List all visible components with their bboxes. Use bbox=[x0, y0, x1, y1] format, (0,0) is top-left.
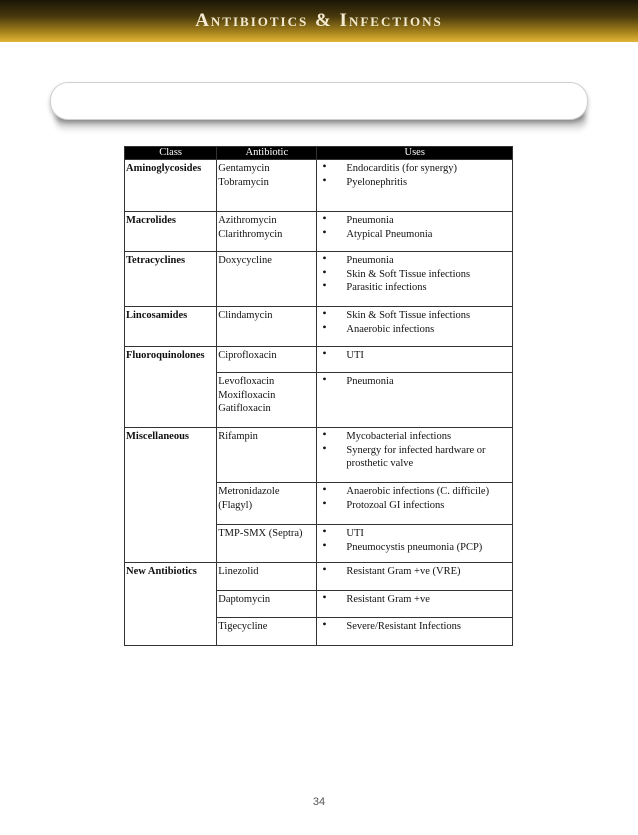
uses-list bbox=[318, 349, 511, 363]
antibiotic-name: Daptomycin bbox=[218, 594, 271, 605]
use-item: • UTI bbox=[320, 349, 511, 363]
column-header-class: Class bbox=[125, 147, 217, 160]
antibiotic-name: Gentamycin bbox=[218, 163, 270, 174]
column-header-antibiotic: Antibiotic bbox=[217, 147, 317, 160]
table-row bbox=[125, 428, 513, 483]
use-item: • Severe/Resistant Infections bbox=[320, 620, 511, 634]
use-item: • Skin & Soft Tissue infections bbox=[320, 268, 511, 282]
antibiotic-name: Doxycycline bbox=[218, 255, 272, 266]
antibiotic-cell bbox=[217, 252, 317, 307]
class-cell: Miscellaneous bbox=[125, 428, 217, 563]
use-item: • Atypical Pneumonia bbox=[320, 228, 511, 242]
use-item: • Pneumocystis pneumonia (PCP) bbox=[320, 541, 511, 555]
antibiotic-name: Linezolid bbox=[218, 566, 259, 577]
antibiotic-cell bbox=[217, 483, 317, 525]
use-item: • Pneumonia bbox=[320, 375, 511, 389]
uses-list bbox=[318, 430, 511, 471]
use-item: • Resistant Gram +ve (VRE) bbox=[320, 565, 511, 579]
uses-list bbox=[318, 485, 511, 512]
antibiotic-cell bbox=[217, 373, 317, 428]
antibiotic-name: Gatifloxacin bbox=[218, 403, 271, 414]
page-title: Antibiotics & Infections bbox=[195, 10, 443, 31]
use-item: • UTI bbox=[320, 527, 511, 541]
table-row bbox=[125, 563, 513, 591]
class-cell: Aminoglycosides bbox=[125, 160, 217, 212]
uses-cell bbox=[317, 428, 513, 483]
antibiotic-name: Tigecycline bbox=[218, 621, 268, 632]
uses-cell bbox=[317, 618, 513, 646]
class-cell: Macrolides bbox=[125, 212, 217, 252]
use-item: • Resistant Gram +ve bbox=[320, 593, 511, 607]
uses-cell bbox=[317, 307, 513, 347]
use-item: • Endocarditis (for synergy) bbox=[320, 162, 511, 176]
uses-list bbox=[318, 254, 511, 295]
table-row bbox=[125, 307, 513, 347]
antibiotic-cell bbox=[217, 160, 317, 212]
uses-cell bbox=[317, 160, 513, 212]
use-item: • Protozoal GI infections bbox=[320, 499, 511, 513]
uses-list bbox=[318, 620, 511, 634]
uses-list bbox=[318, 527, 511, 554]
uses-cell bbox=[317, 252, 513, 307]
use-item: • Pyelonephritis bbox=[320, 176, 511, 190]
use-item: • Pneumonia bbox=[320, 254, 511, 268]
antibiotics-table bbox=[124, 146, 513, 646]
antibiotic-cell bbox=[217, 563, 317, 591]
antibiotic-name: Clarithromycin bbox=[218, 228, 283, 240]
antibiotic-name: Tobramycin bbox=[218, 176, 269, 188]
class-cell: Lincosamides bbox=[125, 307, 217, 347]
uses-list bbox=[318, 309, 511, 336]
table-row bbox=[125, 347, 513, 373]
antibiotic-cell bbox=[217, 525, 317, 563]
table-row bbox=[125, 160, 513, 212]
use-item: • Anaerobic infections (C. difficile) bbox=[320, 485, 511, 499]
antibiotic-cell bbox=[217, 428, 317, 483]
uses-cell bbox=[317, 347, 513, 373]
use-item: • Anaerobic infections bbox=[320, 323, 511, 337]
use-item: • Mycobacterial infections bbox=[320, 430, 511, 444]
table-header-row bbox=[125, 147, 513, 160]
use-item: • Parasitic infections bbox=[320, 281, 511, 295]
antibiotic-cell bbox=[217, 591, 317, 618]
antibiotic-cell bbox=[217, 212, 317, 252]
table-row bbox=[125, 252, 513, 307]
antibiotic-name: Metronidazole bbox=[218, 486, 280, 497]
class-cell: Fluoroquinolones bbox=[125, 347, 217, 428]
uses-cell bbox=[317, 212, 513, 252]
uses-cell bbox=[317, 373, 513, 428]
class-cell: Tetracyclines bbox=[125, 252, 217, 307]
antibiotic-name: (Flagyl) bbox=[218, 499, 253, 511]
antibiotic-name: Azithromycin bbox=[218, 215, 277, 226]
page-number: 34 bbox=[312, 796, 326, 808]
use-item: • Pneumonia bbox=[320, 214, 511, 228]
uses-list bbox=[318, 565, 511, 579]
uses-list bbox=[318, 214, 511, 241]
uses-list bbox=[318, 162, 511, 189]
uses-cell bbox=[317, 591, 513, 618]
header-banner bbox=[0, 0, 638, 42]
uses-cell bbox=[317, 563, 513, 591]
antibiotic-cell bbox=[217, 307, 317, 347]
table-body bbox=[125, 160, 513, 646]
use-item: • Skin & Soft Tissue infections bbox=[320, 309, 511, 323]
antibiotic-cell bbox=[217, 347, 317, 373]
antibiotic-name: Rifampin bbox=[218, 431, 258, 442]
uses-list bbox=[318, 593, 511, 607]
table-row bbox=[125, 212, 513, 252]
antibiotic-name: Clindamycin bbox=[218, 310, 273, 321]
callout-box bbox=[50, 82, 588, 120]
antibiotic-name: Ciprofloxacin bbox=[218, 350, 277, 361]
uses-cell bbox=[317, 483, 513, 525]
antibiotic-name: Moxifloxacin bbox=[218, 389, 276, 401]
uses-list bbox=[318, 375, 511, 389]
use-item: • Synergy for infected hardware or prosthetic valve bbox=[320, 444, 511, 471]
antibiotic-name: TMP-SMX (Septra) bbox=[218, 528, 303, 539]
antibiotic-name: Levofloxacin bbox=[218, 376, 275, 387]
column-header-uses: Uses bbox=[317, 147, 513, 160]
class-cell: New Antibiotics bbox=[125, 563, 217, 646]
uses-cell bbox=[317, 525, 513, 563]
antibiotic-cell bbox=[217, 618, 317, 646]
